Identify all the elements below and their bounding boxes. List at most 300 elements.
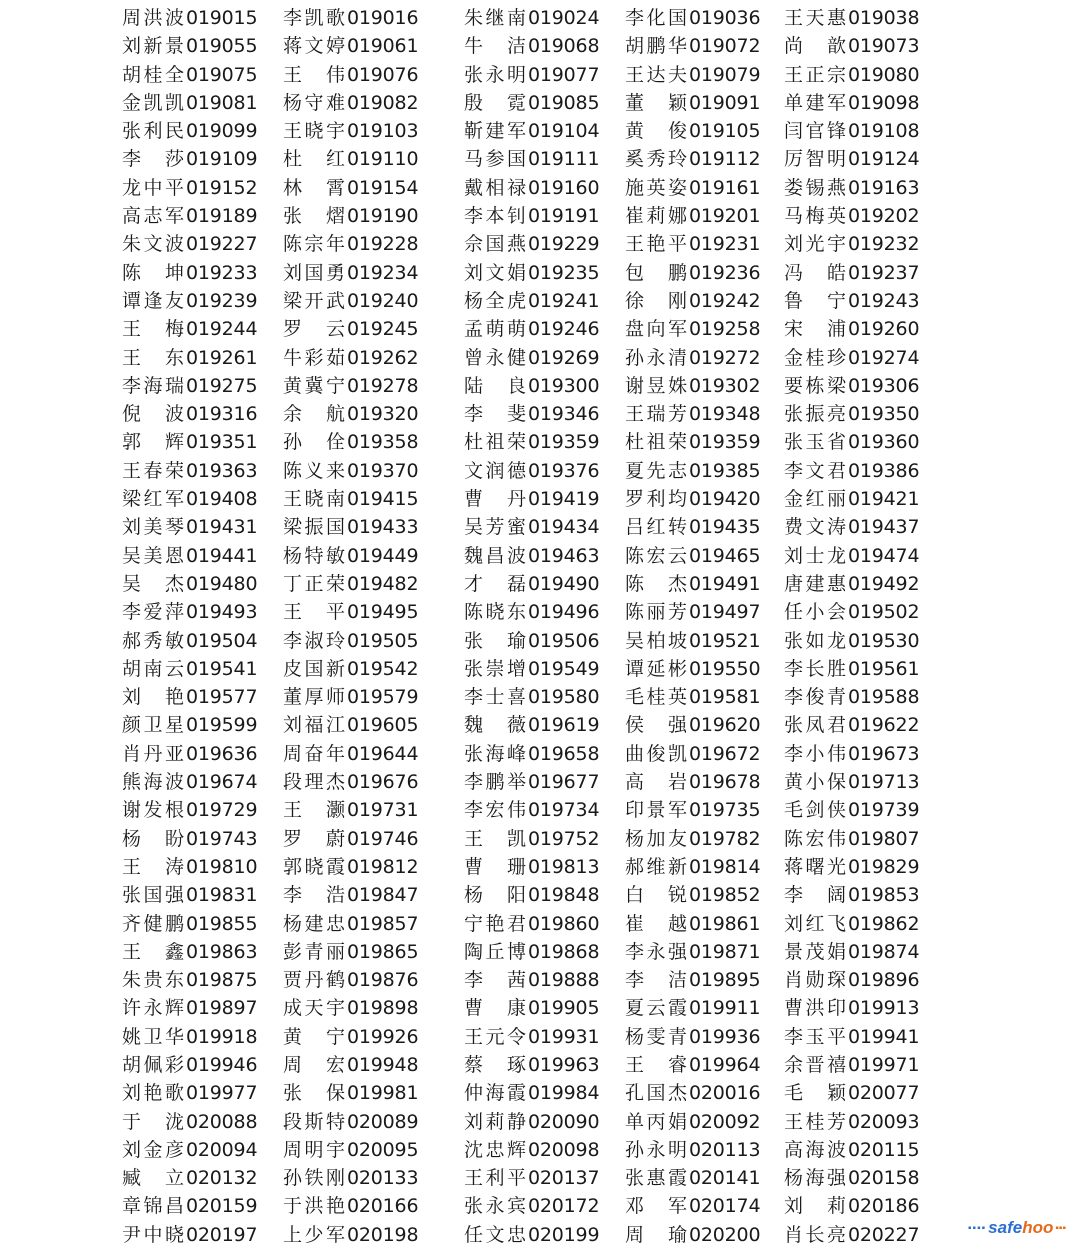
list-entry	[122, 315, 257, 343]
person-name: 陈 坤	[122, 261, 184, 284]
list-entry	[283, 796, 418, 824]
person-id: 019433	[347, 516, 419, 539]
person-name: 谭延彬	[625, 657, 687, 680]
person-name: 蒋文婷	[283, 35, 345, 58]
person-name: 李鹏举	[464, 771, 526, 794]
person-id: 019622	[848, 714, 920, 737]
person-id: 019674	[186, 771, 258, 794]
list-entry	[283, 287, 418, 315]
person-id: 019232	[848, 233, 920, 256]
person-name: 肖勋琛	[784, 969, 846, 992]
watermark-tail-dots: ▪▪▪	[1055, 1222, 1066, 1234]
person-id: 020227	[848, 1223, 920, 1246]
person-name: 文润德	[464, 459, 526, 482]
person-name: 刘红飞	[784, 912, 846, 935]
list-entry	[283, 1164, 418, 1192]
person-id: 019358	[347, 431, 419, 454]
person-name: 高海波	[784, 1138, 846, 1161]
list-entry	[464, 4, 599, 32]
list-row	[0, 32, 1080, 60]
list-entry	[625, 1051, 760, 1079]
person-id: 019926	[347, 1025, 419, 1048]
list-entry	[283, 1136, 418, 1164]
person-id: 019235	[528, 261, 600, 284]
person-name: 殷 霓	[464, 91, 526, 114]
list-entry	[464, 428, 599, 456]
person-name: 黄冀宁	[283, 374, 345, 397]
person-name: 刘福江	[283, 714, 345, 737]
list-row	[0, 796, 1080, 824]
list-entry	[283, 485, 418, 513]
person-name: 陶丘博	[464, 940, 526, 963]
person-name: 胡佩彩	[122, 1053, 184, 1076]
person-id: 019813	[528, 855, 600, 878]
person-name: 刘文娟	[464, 261, 526, 284]
list-entry	[784, 1108, 919, 1136]
person-name: 孙永清	[625, 346, 687, 369]
person-id: 019506	[528, 629, 600, 652]
person-name: 陈晓东	[464, 601, 526, 624]
list-entry	[784, 230, 919, 258]
list-entry	[283, 994, 418, 1022]
list-row	[0, 542, 1080, 570]
person-id: 020166	[347, 1195, 419, 1218]
person-id: 019306	[848, 374, 920, 397]
list-row	[0, 89, 1080, 117]
person-name: 龙中平	[122, 176, 184, 199]
person-id: 019931	[528, 1025, 600, 1048]
list-entry	[625, 230, 760, 258]
person-id: 019847	[347, 884, 419, 907]
person-id: 019542	[347, 657, 419, 680]
list-row	[0, 683, 1080, 711]
list-entry	[625, 400, 760, 428]
list-row	[0, 910, 1080, 938]
person-id: 019504	[186, 629, 258, 652]
person-name: 刘士龙	[784, 544, 846, 567]
list-entry	[625, 570, 760, 598]
person-name: 宁艳君	[464, 912, 526, 935]
person-name: 厉智明	[784, 148, 846, 171]
list-entry	[122, 853, 257, 881]
list-row	[0, 1221, 1080, 1249]
person-id: 020172	[528, 1195, 600, 1218]
list-entry	[625, 1079, 760, 1107]
person-id: 019860	[528, 912, 600, 935]
list-entry	[283, 428, 418, 456]
person-id: 019246	[528, 318, 600, 341]
person-id: 019240	[347, 289, 419, 312]
list-entry	[464, 372, 599, 400]
person-name: 王 灏	[283, 799, 345, 822]
watermark-text-a: safe	[988, 1218, 1023, 1237]
list-row	[0, 428, 1080, 456]
person-id: 019729	[186, 799, 258, 822]
person-id: 019068	[528, 35, 600, 58]
person-id: 020092	[689, 1110, 761, 1133]
list-entry	[464, 230, 599, 258]
person-id: 019620	[689, 714, 761, 737]
person-id: 019036	[689, 7, 761, 29]
person-name: 高 岩	[625, 771, 687, 794]
person-name: 王天惠	[784, 7, 846, 29]
person-name: 李凯歌	[283, 7, 345, 29]
person-name: 董厚师	[283, 686, 345, 709]
person-id: 019577	[186, 686, 258, 709]
person-id: 020186	[848, 1195, 920, 1218]
list-row	[0, 61, 1080, 89]
person-name: 马参国	[464, 148, 526, 171]
safehoo-watermark	[968, 1217, 1066, 1239]
person-id: 019154	[347, 176, 419, 199]
person-id: 019676	[347, 771, 419, 794]
list-entry	[283, 259, 418, 287]
person-id: 019863	[186, 940, 258, 963]
person-name: 靳建军	[464, 120, 526, 143]
list-entry	[784, 513, 919, 541]
person-id: 019746	[347, 827, 419, 850]
list-entry	[784, 683, 919, 711]
person-name: 许永辉	[122, 997, 184, 1020]
person-name: 蒋曙光	[784, 855, 846, 878]
person-id: 019502	[848, 601, 920, 624]
list-entry	[464, 966, 599, 994]
list-entry	[464, 400, 599, 428]
person-id: 019905	[528, 997, 600, 1020]
person-name: 杨加友	[625, 827, 687, 850]
list-entry	[122, 570, 257, 598]
list-entry	[464, 117, 599, 145]
person-name: 吴 杰	[122, 572, 184, 595]
list-entry	[464, 1164, 599, 1192]
person-id: 019073	[848, 35, 920, 58]
person-id: 019480	[186, 572, 258, 595]
person-name: 罗 云	[283, 318, 345, 341]
list-row	[0, 372, 1080, 400]
person-name: 费文涛	[784, 516, 846, 539]
person-id: 019936	[689, 1025, 761, 1048]
list-row	[0, 570, 1080, 598]
list-row	[0, 994, 1080, 1022]
person-id: 020198	[347, 1223, 419, 1246]
person-name: 宋 浦	[784, 318, 846, 341]
person-name: 单丙娟	[625, 1110, 687, 1133]
watermark-logo-text	[988, 1218, 1053, 1238]
list-entry	[283, 145, 418, 173]
list-entry	[464, 1192, 599, 1220]
person-id: 019077	[528, 63, 600, 86]
person-name: 马梅英	[784, 205, 846, 228]
list-entry	[625, 655, 760, 683]
list-entry	[464, 994, 599, 1022]
person-name: 张永宾	[464, 1195, 526, 1218]
person-id: 020199	[528, 1223, 600, 1246]
person-id: 019237	[848, 261, 920, 284]
person-id: 019463	[528, 544, 600, 567]
person-id: 019099	[186, 120, 258, 143]
person-name: 段斯特	[283, 1110, 345, 1133]
person-id: 019588	[848, 686, 920, 709]
person-id: 019734	[528, 799, 600, 822]
list-entry	[625, 966, 760, 994]
list-entry	[122, 881, 257, 909]
person-name: 盘向军	[625, 318, 687, 341]
person-id: 019202	[848, 205, 920, 228]
list-entry	[625, 853, 760, 881]
list-entry	[784, 1051, 919, 1079]
person-name: 任文忠	[464, 1223, 526, 1246]
person-name: 魏昌波	[464, 544, 526, 567]
person-name: 包 鹏	[625, 261, 687, 284]
list-entry	[122, 1192, 257, 1220]
list-entry	[464, 1079, 599, 1107]
person-id: 019016	[347, 7, 419, 29]
person-id: 019376	[528, 459, 600, 482]
list-row	[0, 655, 1080, 683]
list-entry	[283, 627, 418, 655]
person-name: 李俊青	[784, 686, 846, 709]
list-entry	[283, 372, 418, 400]
person-name: 景茂娟	[784, 940, 846, 963]
list-entry	[122, 4, 257, 32]
list-entry	[464, 457, 599, 485]
list-entry	[784, 372, 919, 400]
person-name: 王艳平	[625, 233, 687, 256]
person-name: 佘国燕	[464, 233, 526, 256]
person-id: 019346	[528, 403, 600, 426]
person-name: 陈义来	[283, 459, 345, 482]
person-name: 印景军	[625, 799, 687, 822]
list-entry	[784, 768, 919, 796]
list-row	[0, 1023, 1080, 1051]
list-entry	[464, 881, 599, 909]
person-name: 张 熠	[283, 205, 345, 228]
list-entry	[122, 1136, 257, 1164]
person-id: 019351	[186, 431, 258, 454]
person-id: 019731	[347, 799, 419, 822]
person-id: 019437	[848, 516, 920, 539]
person-name: 李海瑞	[122, 374, 184, 397]
list-entry	[625, 1108, 760, 1136]
person-id: 019713	[848, 771, 920, 794]
list-entry	[784, 344, 919, 372]
person-id: 019348	[689, 403, 761, 426]
person-name: 刘美琴	[122, 516, 184, 539]
list-entry	[464, 740, 599, 768]
list-entry	[625, 174, 760, 202]
list-entry	[283, 655, 418, 683]
list-entry	[122, 768, 257, 796]
person-name: 金凯凯	[122, 91, 184, 114]
person-name: 尹中晓	[122, 1223, 184, 1246]
list-entry	[283, 1051, 418, 1079]
person-name: 张 瑜	[464, 629, 526, 652]
person-id: 019876	[347, 969, 419, 992]
person-id: 019079	[689, 63, 761, 86]
list-entry	[625, 825, 760, 853]
list-entry	[122, 174, 257, 202]
list-entry	[122, 61, 257, 89]
list-entry	[283, 1192, 418, 1220]
list-entry	[464, 542, 599, 570]
person-id: 019124	[848, 148, 920, 171]
person-id: 019190	[347, 205, 419, 228]
person-id: 019241	[528, 289, 600, 312]
person-id: 020200	[689, 1223, 761, 1246]
list-entry	[784, 259, 919, 287]
person-id: 019946	[186, 1053, 258, 1076]
list-row	[0, 513, 1080, 541]
person-id: 019260	[848, 318, 920, 341]
person-id: 019549	[528, 657, 600, 680]
list-row	[0, 598, 1080, 626]
person-name: 李 浩	[283, 884, 345, 907]
person-name: 李宏伟	[464, 799, 526, 822]
list-entry	[283, 513, 418, 541]
person-id: 019258	[689, 318, 761, 341]
person-name: 刘金彦	[122, 1138, 184, 1161]
person-id: 019108	[848, 120, 920, 143]
person-id: 020197	[186, 1223, 258, 1246]
person-id: 020094	[186, 1138, 258, 1161]
person-name: 陈宏云	[625, 544, 687, 567]
person-name: 曹洪印	[784, 997, 846, 1020]
person-id: 019865	[347, 940, 419, 963]
list-entry	[784, 938, 919, 966]
person-name: 陈宗年	[283, 233, 345, 256]
person-id: 019735	[689, 799, 761, 822]
person-name: 倪 波	[122, 403, 184, 426]
person-id: 019161	[689, 176, 761, 199]
list-entry	[784, 1136, 919, 1164]
person-name: 王春荣	[122, 459, 184, 482]
person-id: 019862	[848, 912, 920, 935]
person-id: 019320	[347, 403, 419, 426]
person-id: 019300	[528, 374, 600, 397]
person-id: 019678	[689, 771, 761, 794]
person-name: 杨建忠	[283, 912, 345, 935]
person-id: 019857	[347, 912, 419, 935]
list-entry	[283, 230, 418, 258]
list-entry	[122, 372, 257, 400]
person-id: 019363	[186, 459, 258, 482]
list-entry	[283, 174, 418, 202]
person-id: 019201	[689, 205, 761, 228]
person-id: 019474	[848, 544, 920, 567]
list-entry	[283, 768, 418, 796]
list-entry	[625, 61, 760, 89]
person-name: 陈丽芳	[625, 601, 687, 624]
person-name: 王 鑫	[122, 940, 184, 963]
list-entry	[464, 1051, 599, 1079]
person-name: 杨守难	[283, 91, 345, 114]
person-id: 019275	[186, 374, 258, 397]
person-id: 019098	[848, 91, 920, 114]
person-name: 鲁 宁	[784, 289, 846, 312]
list-entry	[625, 542, 760, 570]
person-name: 曾永健	[464, 346, 526, 369]
list-entry	[464, 1136, 599, 1164]
person-id: 019076	[347, 63, 419, 86]
list-entry	[464, 145, 599, 173]
person-name: 张振亮	[784, 403, 846, 426]
list-entry	[784, 853, 919, 881]
list-entry	[625, 881, 760, 909]
list-entry	[283, 400, 418, 428]
person-name: 孙永明	[625, 1138, 687, 1161]
list-entry	[122, 513, 257, 541]
person-id: 019228	[347, 233, 419, 256]
list-entry	[122, 796, 257, 824]
list-entry	[122, 428, 257, 456]
person-id: 019081	[186, 91, 258, 114]
list-entry	[122, 145, 257, 173]
person-name: 齐健鹏	[122, 912, 184, 935]
list-entry	[283, 1221, 418, 1249]
list-entry	[122, 627, 257, 655]
person-id: 020174	[689, 1195, 761, 1218]
person-id: 019495	[347, 601, 419, 624]
person-name: 王正宗	[784, 63, 846, 86]
person-id: 020132	[186, 1167, 258, 1190]
person-id: 019984	[528, 1082, 600, 1105]
list-row	[0, 230, 1080, 258]
list-entry	[122, 32, 257, 60]
list-entry	[784, 287, 919, 315]
list-entry	[625, 796, 760, 824]
person-name: 任小会	[784, 601, 846, 624]
person-name: 张利民	[122, 120, 184, 143]
list-entry	[464, 202, 599, 230]
list-row	[0, 938, 1080, 966]
list-entry	[283, 4, 418, 32]
person-name: 夏云霞	[625, 997, 687, 1020]
person-name: 李永强	[625, 940, 687, 963]
list-row	[0, 315, 1080, 343]
list-entry	[464, 598, 599, 626]
list-entry	[283, 853, 418, 881]
person-id: 019091	[689, 91, 761, 114]
list-entry	[625, 259, 760, 287]
person-name: 杜祖荣	[464, 431, 526, 454]
list-entry	[625, 89, 760, 117]
person-name: 张如龙	[784, 629, 846, 652]
person-id: 019242	[689, 289, 761, 312]
person-id: 019782	[689, 827, 761, 850]
list-entry	[283, 1079, 418, 1107]
person-id: 019636	[186, 742, 258, 765]
person-name: 王瑞芳	[625, 403, 687, 426]
person-id: 019110	[347, 148, 419, 171]
list-entry	[784, 570, 919, 598]
list-entry	[283, 32, 418, 60]
list-entry	[283, 457, 418, 485]
person-name: 胡鹏华	[625, 35, 687, 58]
person-name: 谭逢友	[122, 289, 184, 312]
person-name: 余晋禧	[784, 1053, 846, 1076]
person-name: 梁红军	[122, 488, 184, 511]
person-name: 李淑玲	[283, 629, 345, 652]
list-entry	[283, 711, 418, 739]
person-id: 019111	[528, 148, 600, 171]
list-row	[0, 400, 1080, 428]
list-entry	[784, 400, 919, 428]
list-entry	[625, 1192, 760, 1220]
list-entry	[784, 796, 919, 824]
list-row	[0, 174, 1080, 202]
person-id: 019465	[689, 544, 761, 567]
list-entry	[283, 598, 418, 626]
